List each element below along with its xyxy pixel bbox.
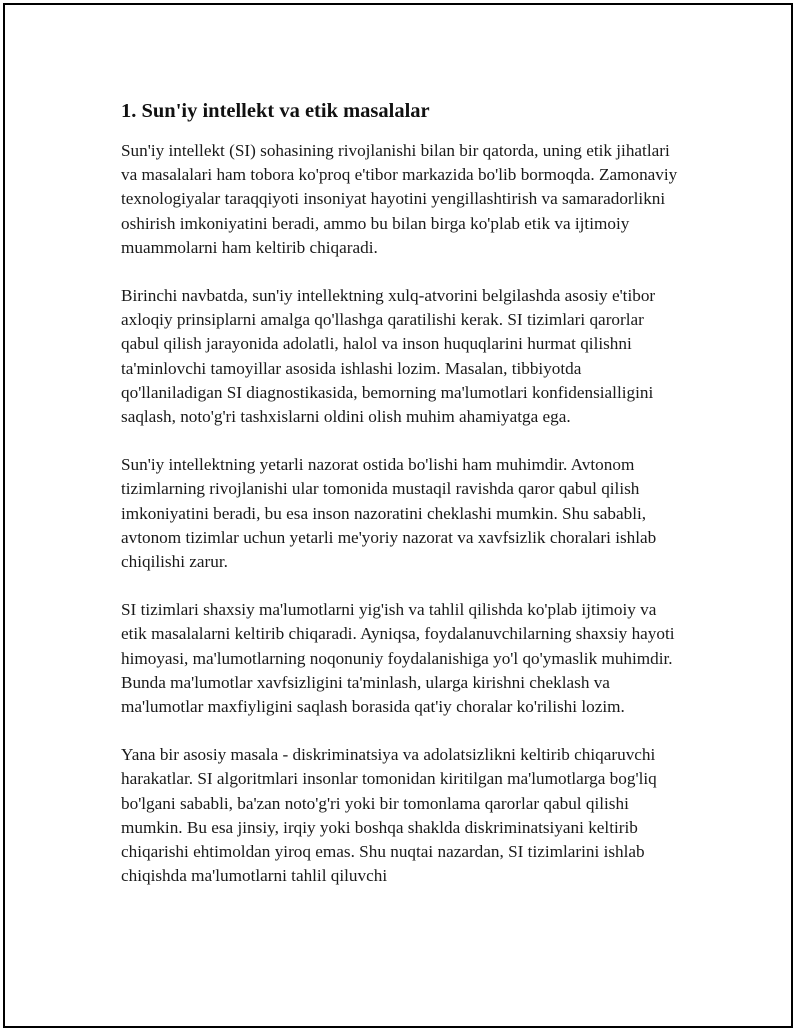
paragraph-3: Sun'iy intellektning yetarli nazorat ostida bo'lishi ham muhimdir. Avtonom tizimlarning rivojlanishi ular tomonida mustaqil ravishda qaror qabul qilish imkoniyatini beradi, bu esa inson nazoratini cheklashi mumkin. Shu sababli, avtonom tizimlar uchun yetarli me'yoriy nazorat va xavfsizlik choralari ishlab chiqilishi zarur. (121, 455, 657, 572)
paragraph-5: Yana bir asosiy masala - diskriminatsiya va adolatsizlikni keltirib chiqaruvchi harakatlar. SI algoritmlari insonlar tomonidan kiritilgan ma'lumotlarga bog'liq bo'lgani sababli, ba'zan noto'g'ri yoki bir tomonlama qarorlar qabul qilishi mumkin. Bu esa jinsiy, irqiy yoki boshqa shaklda diskriminatsiyani keltirib chiqarishi ehtimoldan yiroq emas. Shu nuqtai nazardan, SI tizimlarini ishlab chiqishda ma'lumotlarni tahlil qiluvchi (121, 745, 657, 886)
paragraph-2: Birinchi navbatda, sun'iy intellektning xulq-atvorini belgilashda asosiy e'tibor axloqiy prinsiplarni amalga qo'llashga qaratilishi kerak. SI tizimlari qarorlar qabul qilish jarayonida adolatli, halol va inson huquqlarini hurmat qilishni ta'minlovchi tamoyillar asosida ishlashi lozim. Masalan, tibbiyotda qo'llaniladigan SI diagnostikasida, bemorning ma'lumotlari konfidensialligini saqlash, noto'g'ri tashxislarni oldini olish muhim ahamiyatga ega. (121, 286, 656, 427)
paragraph-1: Sun'iy intellekt (SI) sohasining rivojlanishi bilan bir qatorda, uning etik jihatlari va masalalari ham tobora ko'proq e'tibor markazida bo'lib bormoqda. Zamonaviy texnologiyalar taraqqiyoti insoniyat hayotini yengillashtirish va samaradorlikni oshirish imkoniyatini beradi, ammo bu bilan birga ko'plab etik va ijtimoiy muammolarni ham keltirib chiqaradi. (121, 141, 678, 257)
section-title: 1. Sun'iy intellekt va etik masalalar (121, 100, 430, 122)
document-body (121, 97, 681, 912)
page-frame (3, 3, 793, 1028)
paragraph-4: SI tizimlari shaxsiy ma'lumotlarni yig'ish va tahlil qilishda ko'plab ijtimoiy va etik masalalarni keltirib chiqaradi. Ayniqsa, foydalanuvchilarning shaxsiy hayoti himoyasi, ma'lumotlarning noqonuniy foydalanishiga yo'l qo'ymaslik muhimdir. Bunda ma'lumotlar xavfsizligini ta'minlash, ularga kirishni cheklash va ma'lumotlar maxfiyligini saqlash borasida qat'iy choralar ko'rilishi lozim. (121, 600, 675, 717)
